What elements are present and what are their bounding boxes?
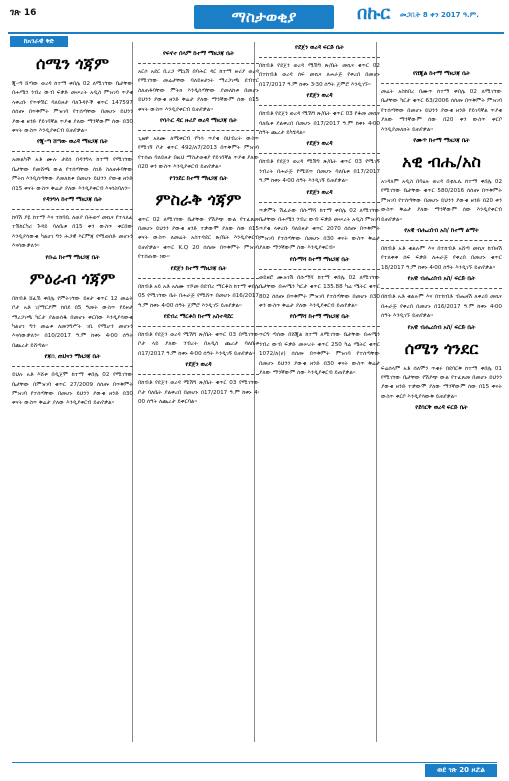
- notice-separator: [259, 202, 380, 203]
- notice-signature: የሙጥ ከተማ ማዘጋጃ ቤት: [413, 138, 470, 145]
- notice-signature: የአዊ ብሔረሰብ አስ/ ከተማ ልማት: [404, 228, 479, 235]
- notice-separator: [138, 278, 259, 279]
- notice-separator: [138, 374, 259, 375]
- section-tag: ከአገራዊ ቅድ: [10, 36, 68, 47]
- notice-signature: የአዊ ብሔረሰብ አስ/ ፍርድ ቤት: [407, 324, 476, 331]
- header-rule: [8, 32, 504, 34]
- column-2: [138, 48, 259, 409]
- notice-text: ከባሽ ያዬ ከተማ እና ተከባቢ ለወያ በሕወሃ መኪና የተላለፈ ተሽከርካሪ ጉዳይ ባለቤቱ በ15 ቀን ውስጥ ቀርበው እንዲያሳውቁ ካልሆነ ግን ሕጋዊ እርምጃ የሚወሰድ መሆኑን እናሳውቃለን።: [12, 215, 133, 250]
- notice-text: በከብቶ የደጀን ወረዳ ሚሽግ ጽ/ቤት ቁጥር 03 የቆመ መኪና ባለቤቱ ያልቀረበ በመሆኑ በ17/2017 ዓ.ም ከቀኑ 4፡00 ሰዓት ጨረታ ይካሄዳል።: [259, 111, 380, 137]
- notice-separator: [381, 240, 502, 241]
- notice-signature: የጃቢ ጠህናን ማዘጋጃ ቤት: [44, 354, 101, 361]
- column-1: [12, 48, 133, 411]
- page-header: [0, 0, 509, 36]
- notice-text: በከብቶ የደጀን ወረዳ ሚሽግ ጽ/ቤት ቁጥር 03 በሚገኘው ቦታ ላይ ያለው ንብረት በአዲስ ጨረታ ባለቤቱ በ17/2017 ዓ.ም ከቀኑ 4፡00 ሰዓት እንዲገኝ ይጠየቃል።: [138, 331, 259, 357]
- region-heading: ምስራቅ ጎጃም: [155, 189, 242, 209]
- notice-separator: [138, 326, 259, 327]
- notice-signature: የደጀን ወረዳ: [306, 189, 333, 196]
- brand-logo: በኩር: [357, 3, 391, 24]
- notice-text: ቁጥር 02 ለሚገኘው ቤታቸው የሽያጭ ውል የተፈጸመ በመሆኑ ይህንን ያውቁ ዘንድ ተቃውሞ ያለው ሰው በ15 ቀናት ውስጥ ለመሬት አስተዳደር ጽ/ቤት እንዲያቀርብ ይጠየቃል። ቁጥር K.Q 20 ሰሰጡ በጥቅምት ምዝገባ የተሰጠው ነው።: [138, 216, 259, 261]
- notice-text: ወይዘሮ ሙሉነሽ በሱማሻ ከተማ ቀበሌ 02 ለሚገኘው ቤታቸው በሐሜን ካርታ ቁጥር 135.88 ካሬ ሜትር ቁጥር 802 ሰሰጡ በጥቅምት ምዝገባ የተሰጣቸው በመሆኑ በ30 ቀን ውስጥ ቅሬታ ያለው እንዲያቀርብ ይጠየቃል።: [259, 274, 380, 309]
- notice-text: ጊዜዋ አለሙ ለሚቀርብ የካሳ ጥያቄ በህብረት ውስጥ የሚገኝ ቦታ ቁጥር 492/ለ7/2013 በጥቅምት ምዝገባ የተሰጠ ባለይዞታ በዚህ ማስታወቂያ የይገባኛል ጥያቄ ያለው በ20 ቀን ውስጥ እንዲያቀርብ ይጠየቃል።: [138, 136, 259, 171]
- region-heading: ሰሜን ጎንደር: [404, 338, 479, 358]
- region-heading: ምዕራብ ጎጃም: [29, 268, 116, 288]
- notice-text: አገዳለም አዲስ በባዕሉ ወረዳ በቲሊሊ ከተማ ቀበሌ 02 የሚገኘው ቤታቸው ቁጥር 580/2016 ሰሰጡ በጥቅምት ምዝገባ የተሰጣቸው በመሆኑ ይህንን ያውቁ ዘንድ በ20 ቀን ውስጥ ቅሬታ ያለው ማንኛውም ሰው እንዲያቀርብ ይጠየቃል።: [381, 179, 502, 223]
- notice-signature: የደጀን ወረዳ ፍርድ ቤት: [295, 45, 344, 51]
- notice-text: በከብቶ አይ አቶ አለሙ ተሾመ በደብረ ማርቆስ ከተማ ቀበሌ 05 የሚገኘው ቤት በሐራጅ የሚሸጥ በመሆኑ በ16/2017 ዓ.ም ከቀኑ 4፡00 ሰዓት ጀምሮ እንዲገኙ ይጠየቃል።: [138, 283, 259, 309]
- notice-text: አመልካች አቶ ሙሉ ታደሰ በዳንግላ ከተማ የሚገኘው ቤታቸው የመሸጫ ውል የተሰጣቸው ሰነድ ስለጠፋባቸው ምትክ እንዲሰጣቸው ያመለከቱ በመሆኑ ይህንን ያውቁ ዘንድ በ15 ቀናት ውስጥ ቅሬታ ያለው እንዲያቀርብ እናሳስባለን።: [12, 157, 133, 192]
- notice-text: መሬት አስከበረ በሙጥ ከተማ ቀበሌ 02 ለሚገኘው ቤታቸው ካርታ ቁጥር 63/2006 ሰሰጡ በጥቅምት ምዝገባ የተሰጣቸው በመሆኑ ይህንን ያውቁ ዘንድ የይገባኛል ጥያቄ ያለው ማንኛውም ሰው በ20 ቀን ውስጥ ቀርቦ እንዲያመለክት ይጠየቃል።: [381, 89, 502, 133]
- section-masthead: ማስታወቂያ: [194, 5, 334, 29]
- notice-signature: የደብረ ማርቆስ ከተማ አስተዳደር: [163, 313, 234, 320]
- notice-signature: የደጀን ወረዳ: [185, 362, 212, 369]
- notice-text: በከብቶ ሸፈሽ ቀበሌ የምትገኘው ይዞታ ቁጥር 12 መሬት ቦታ አቶ ገ/ማርያም ከበደ በ5 ዓመት ውስጥ የይዞታ ማረጋገጫ ካርታ ያልወሰዱ በመሆኑ ቀርበው እንዲያሳውቁ ካልሆነ ግን መሬቱ ለመንግሥት ገቢ የሚሆን መሆኑን እናሳውቃለን። በ10/2017 ዓ.ም ከቀኑ 4፡00 ሰዓት በጨረታ ይሸጣል።: [12, 295, 133, 349]
- notice-separator: [381, 83, 502, 84]
- page-footer: [0, 758, 509, 781]
- region-heading: ሰሜን ጎጃም: [35, 54, 110, 73]
- notice-text: ጥርግ ጣሰው በሸጂል ከተማ ለሚገኘው ቤታቸው በሐሜን ንብረ ውብ ፍቃድ መሠረት ቁጥር 250 ካሬ ሜትር ቁጥር 1072/ለ(ሀ) ሰሰጡ በጥቅምት ምዝገባ የተሰጣቸው በመሆኑ ይህንን ያውቁ ዘንድ በ30 ቀናት ውስጥ ቅሬታ ያለው ማንኛውም ሰው እንዲያቀርብ ይጠየቃል።: [259, 332, 380, 376]
- notice-signature: የደባርቅ ወረዳ ፍርድ ቤት: [415, 405, 468, 412]
- notice-text: በከብቶ የደጀን ወረዳ ሚሽግ ጽ/ቤት መኪና ቁጥር 02 በተከብቶ ወረዳ ሰፍ መኪና ለሐራጅ የቀረበ በመሆኑ በ17/2017 ዓ.ም ከቀኑ 3፡30 ሰዓት ጀምሮ እንዲገኙ።: [259, 63, 380, 88]
- notice-separator: [12, 366, 133, 367]
- notice-signature: የደጀን ከተማ ማዘጋጃ ቤት: [170, 265, 227, 272]
- notice-text: በከብቶ የደጀን ወረዳ ሚሽግ ጽ/ቤት ቁጥር 03 የሚገኘው ቦታ ባለቤት ያልቀረበ በመሆኑ በ17/2017 ዓ.ም ከቀኑ 4፡00 ሰዓት ለጨረታ ይቀርባል።: [138, 380, 259, 405]
- notice-text: ጂ-ጣ ሸጣው ወረዳ ከተማ ቀበሌ 02 ለሚገኘው ቤታቸው በሐሜን ንብረ ውብ ፍቃድ መሠረት አዲስ ምዝገባ ጥያቄ ላቀረቡ የጥዋሽር ባለይዞታ ባለጉዳዮች ቁጥር 147597 ሰሰጡ በጥቅምት ምዝገባ የተሰጣቸው በመሆኑ ይህንን ያውቁ ዘንድ የይገባኛል ጥያቄ ያለው ማንኛውም ሰው በ30 ቀናት ውስጥ እንዲያቀርብ ይጠየቃል።: [12, 81, 133, 135]
- notice-text: ይህሉ አቶ እሸቱ በዲጀሞ ከተማ ቀበሌ 02 የሚገኘው ቤታቸው በምዝገባ ቁጥር 27/2009 ሰሰጡ በጥቅምት ምዝገባ የተሰጣቸው በመሆኑ ይህንን ያውቁ ዘንድ በ30 ቀናት ውስጥ ቅሬታ ያለው እንዲያቀርብ ይጠየቃል።: [12, 372, 133, 407]
- column-4: [381, 68, 502, 415]
- notice-separator: [259, 326, 380, 327]
- notice-signature: የጎንደር ከተማ ማዘጋጃ ቤት: [169, 175, 228, 182]
- region-heading: አዊ ብሔ/አስ: [402, 152, 481, 172]
- notice-text: በከብቶ አቶ ቁልሉም እና በተከብቶ አሸጣ መኪና ከብዛሽ የተለቀቀ ሰፍ ፍቃድ ለሐራጅ የቀረበ በመሆኑ ቁጥር 18/2017 ዓ.ም ከቀኑ 4፡00 ሰዓት እንዲገኙ ይጠየቃል።: [381, 246, 502, 271]
- notice-separator: [381, 288, 502, 289]
- notice-separator: [138, 130, 259, 131]
- column-3: [259, 42, 380, 380]
- notice-separator: [259, 269, 380, 270]
- notice-text: አርሶ አደር ቢረጋ ሚኒሽ በባሕር ዳር ከተማ ዙሪያ ወረዳ የሚገኘው መሬታቸው ባለይዞታነት ማረጋገጫ ደብተር ስለጠፋባቸው ምትክ እንዲሰጣቸው ያመለከቱ በመሆኑ ይህንን ያውቁ ዘንድ ቅሬታ ያለው ማንኛውም ሰው በ15 ቀናት ውስጥ እንዲያቀርብ ይጠየቃል።: [138, 69, 259, 113]
- notice-signature: የጂ-ጣ ሸጣው ወረዳ ማዘጋጃ ቤት: [37, 139, 108, 146]
- notice-signature: የሸጂል ከተማ ማዘጋጃ ቤት: [412, 71, 471, 77]
- notice-signature: የባሕር ዳር ዙሪያ ወረዳ ማዘጋጃ ቤት: [159, 118, 238, 125]
- notice-text: ፍሬሰላም አቶ ሰለሞን ጥቁሩ በደባርቅ ከተማ ቀበሌ 01 የሚገኘው ቤታቸው የሽያጭ ውል የተፈጸመ በመሆኑ ይህንን ያውቁ ዘንድ ተቃውሞ ያለው ማንኛውም ሰው በ15 ቀናት ውስጥ ቀርቦ እንዲያሳውቅ ይጠየቃል።: [381, 365, 502, 400]
- notice-text: ጥቃምት ሽፈራው በሱማሻ ከተማ ቀበሌ 02 ለሚገኘው ቤታቸው በሐሜን ንብረ ውብ ፍቃድ መሠረት አዲስ ምዝገባ ጥያቄ ላቀረቡ ባለይዞታ ቁጥር 2070 ሰሰጡ በጥቅምት ምዝገባ የተሰጣቸው በመሆኑ በ30 ቀናት ውስጥ ቅሬታ ያለው ማንኛውም ሰው እንዲያቀርብ።: [259, 207, 380, 252]
- notice-signature: የዳንግላ ከተማ ማዘጋጃ ቤት: [42, 197, 102, 204]
- notice-separator: [12, 151, 133, 152]
- notice-signature: የሱማሻ ከተማ ማዘጋጃ ቤት: [289, 256, 350, 263]
- notice-separator: [138, 63, 259, 64]
- notice-separator: [259, 57, 380, 58]
- notice-text: በከብቶ አቶ ቁልሉም እና በተከብቶ ብሔዘሽ ለቀረበ መኪና በሐራጅ የቀረበ በመሆኑ በ16/2017 ዓ.ም ከቀኑ 4፡00 ሰዓት እንዲገኙ ይጠየቃል።: [381, 294, 502, 320]
- footer-rule: [12, 762, 497, 763]
- notice-separator: [12, 209, 133, 210]
- page-number: ገጽ 16: [10, 8, 37, 18]
- notice-text: በከብቶ የደጀን ወረዳ ሚሽግ ጽ/ቤት ቁጥር 03 የሚገኝ ንብረት በሐራጅ የሚሸጥ በመሆኑ ባለቤቱ በ17/2017 ዓ.ም ከቀኑ 4፡00 ሰዓት እንዲገኝ ይጠየቃል።: [259, 159, 380, 185]
- continued-label: ወደ ገጽ 20 ዞሯል: [425, 764, 497, 777]
- notice-signature: የቡሬ ከተማ ማዘጋጃ ቤት: [45, 254, 100, 261]
- notice-signature: የደጀን ወረዳ: [306, 141, 333, 148]
- notice-signature: የደጀን ወረዳ: [306, 93, 333, 100]
- notice-separator: [259, 153, 380, 154]
- issue-date: መጋቢት 8 ቀን 2017 ዓ.ም.: [400, 11, 479, 19]
- notice-signature: የሱማሻ ከተማ ማዘጋጃ ቤት: [289, 314, 350, 321]
- notice-signature: የፍኖተ ሰላም ከተማ ማዘጋጃ ቤት: [162, 51, 235, 57]
- notice-signature: የአዊ ብሔረሰብ አስ/ ፍርድ ቤት: [407, 276, 476, 283]
- notice-separator: [259, 105, 380, 106]
